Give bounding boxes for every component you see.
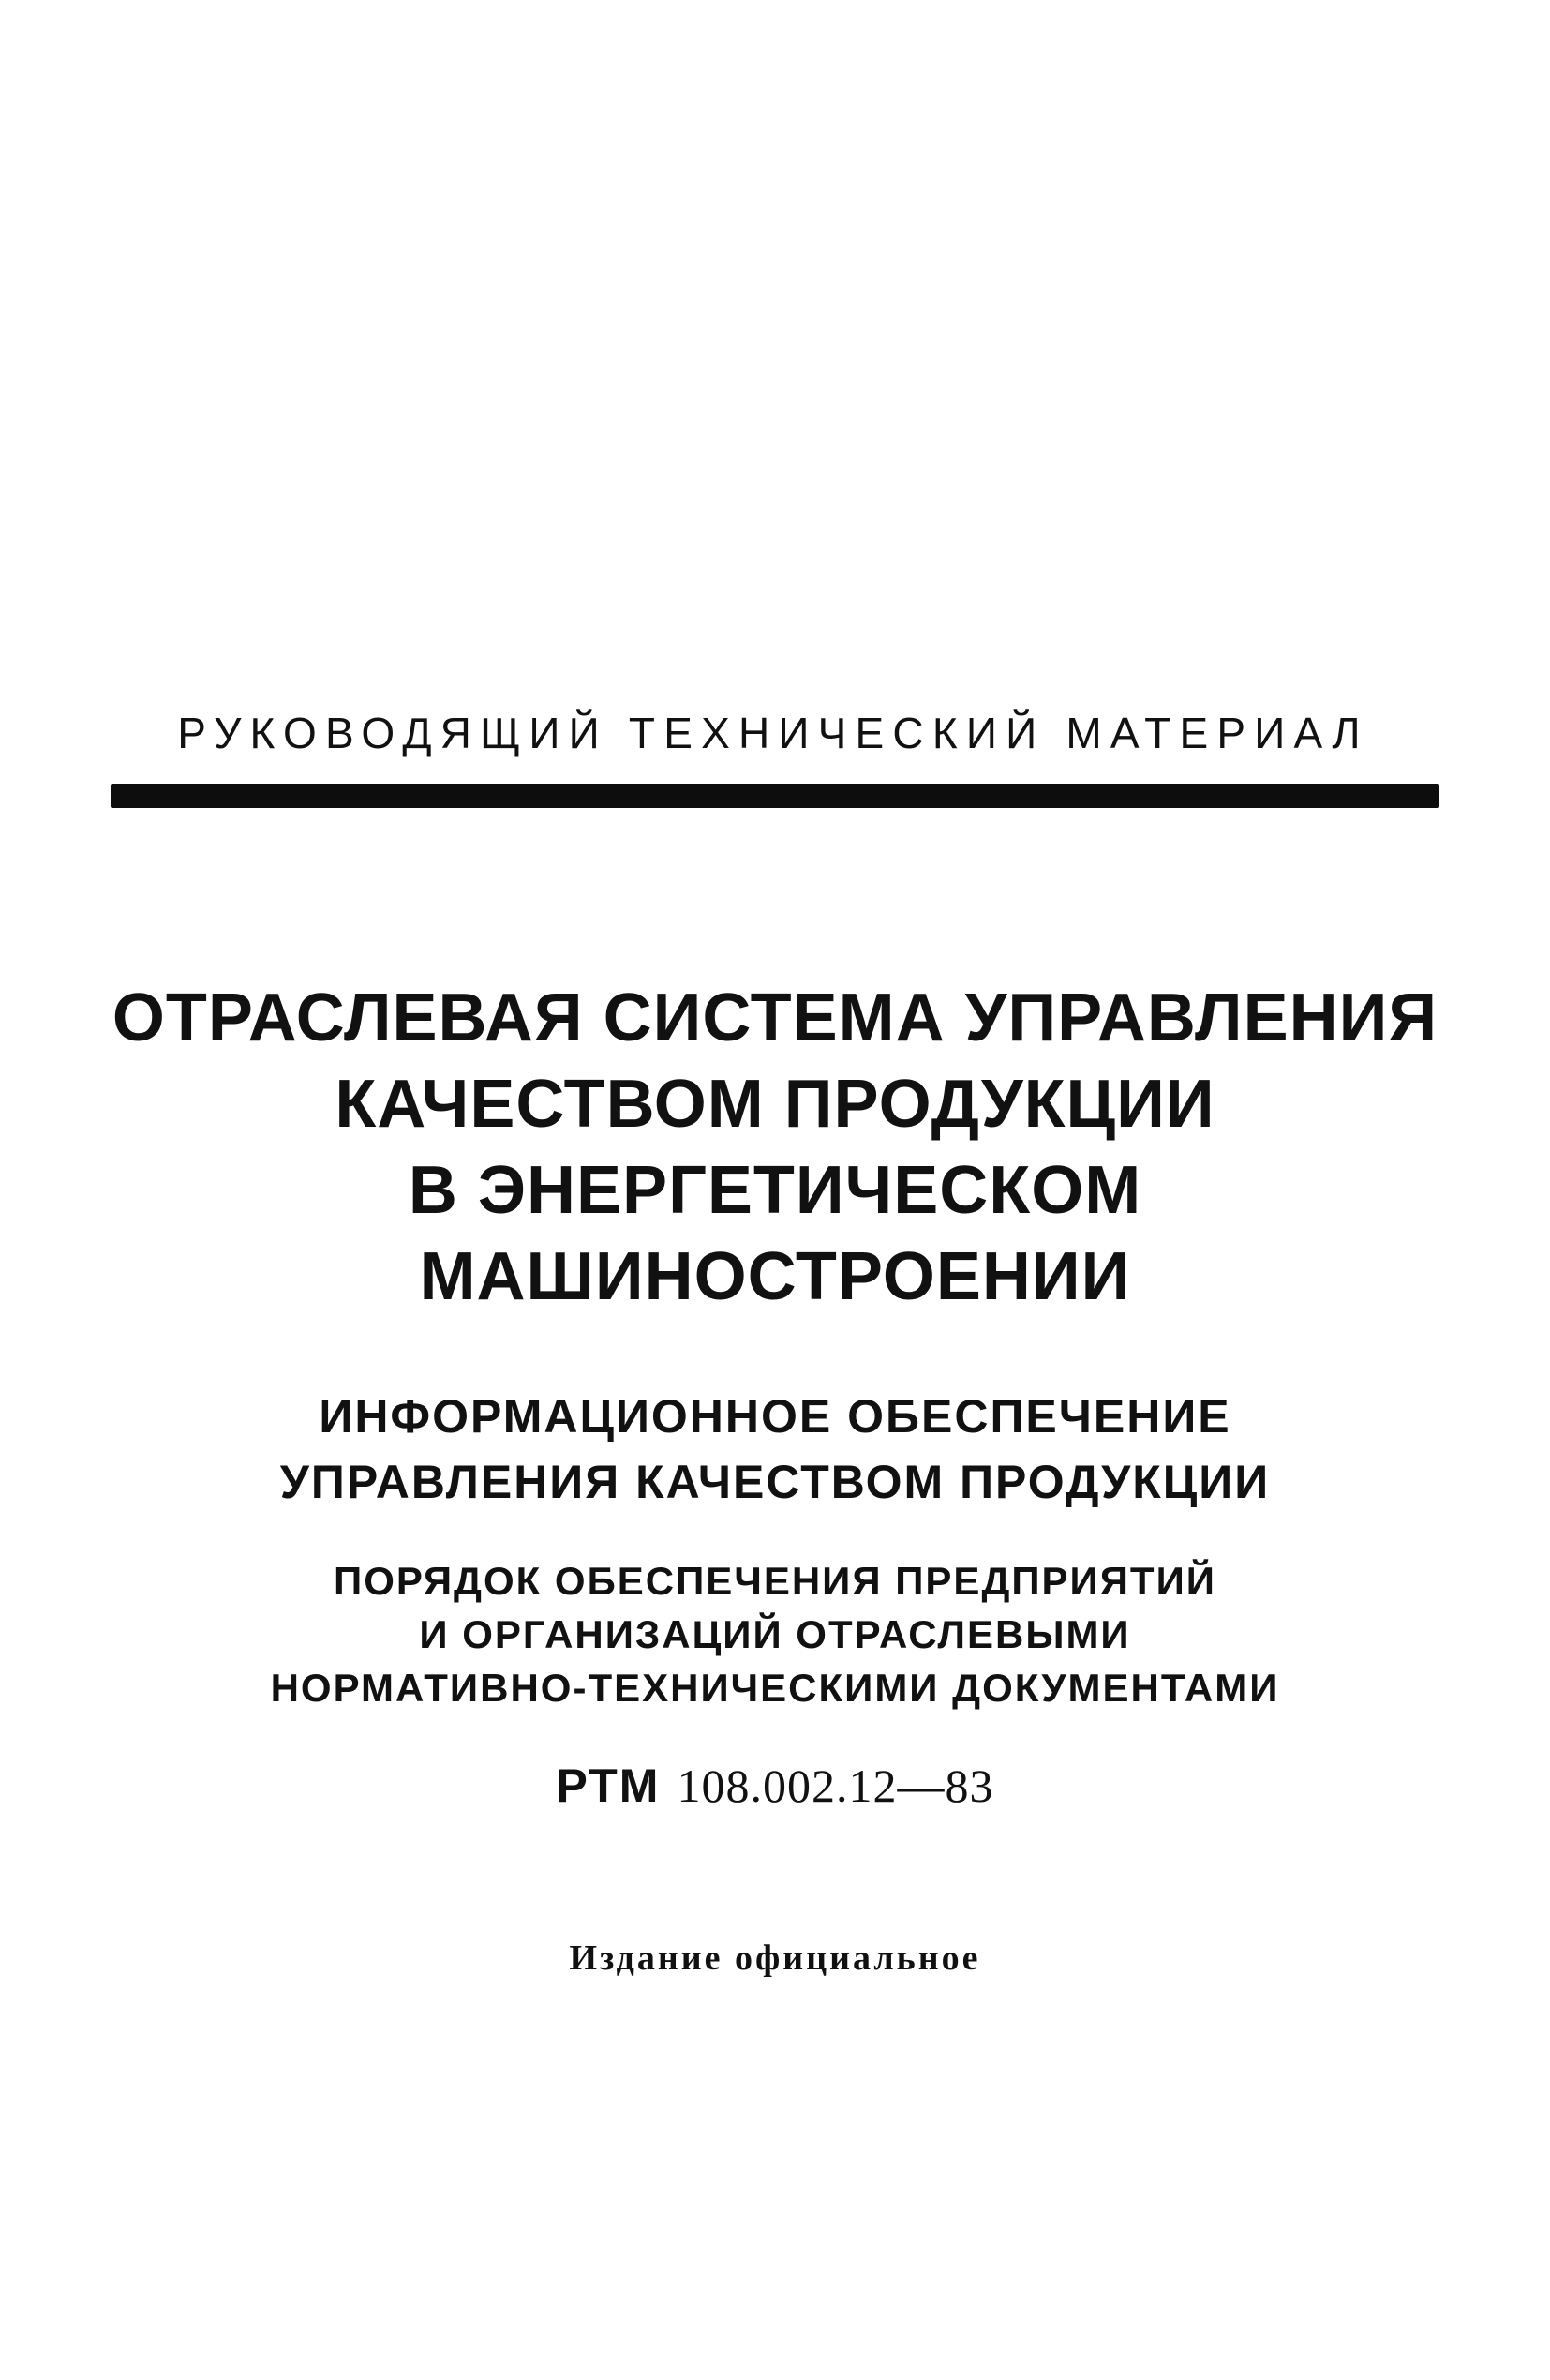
main-title-line: В ЭНЕРГЕТИЧЕСКОМ [408, 1153, 1142, 1228]
subtitle-line: ИНФОРМАЦИОННОЕ ОБЕСПЕЧЕНИЕ [319, 1390, 1231, 1443]
document-topic [75, 1554, 1475, 1714]
document-category-label: РУКОВОДЯЩИЙ ТЕХНИЧЕСКИЙ МАТЕРИАЛ [177, 709, 1369, 757]
topic-line: И ОРГАНИЗАЦИЙ ОТРАСЛЕВЫМИ [419, 1612, 1131, 1656]
document-code-prefix: РТМ [556, 1759, 661, 1812]
subtitle-line: УПРАВЛЕНИЯ КАЧЕСТВОМ ПРОДУКЦИИ [279, 1456, 1271, 1508]
main-title-line: КАЧЕСТВОМ ПРОДУКЦИИ [335, 1067, 1215, 1142]
document-code [75, 1756, 1475, 1816]
main-title [75, 975, 1475, 1320]
main-title-line: МАШИНОСТРОЕНИИ [419, 1239, 1131, 1314]
topic-line: НОРМАТИВНО-ТЕХНИЧЕСКИМИ ДОКУМЕНТАМИ [270, 1666, 1280, 1710]
main-title-line: ОТРАСЛЕВАЯ СИСТЕМА УПРАВЛЕНИЯ [112, 980, 1438, 1055]
topic-line: ПОРЯДОК ОБЕСПЕЧЕНИЯ ПРЕДПРИЯТИЙ [334, 1559, 1216, 1603]
subtitle [75, 1384, 1475, 1515]
document-code-number: 108.002.12—83 [677, 1759, 994, 1812]
edition-label: Издание официальное [569, 1938, 981, 1978]
header-divider [111, 784, 1439, 808]
